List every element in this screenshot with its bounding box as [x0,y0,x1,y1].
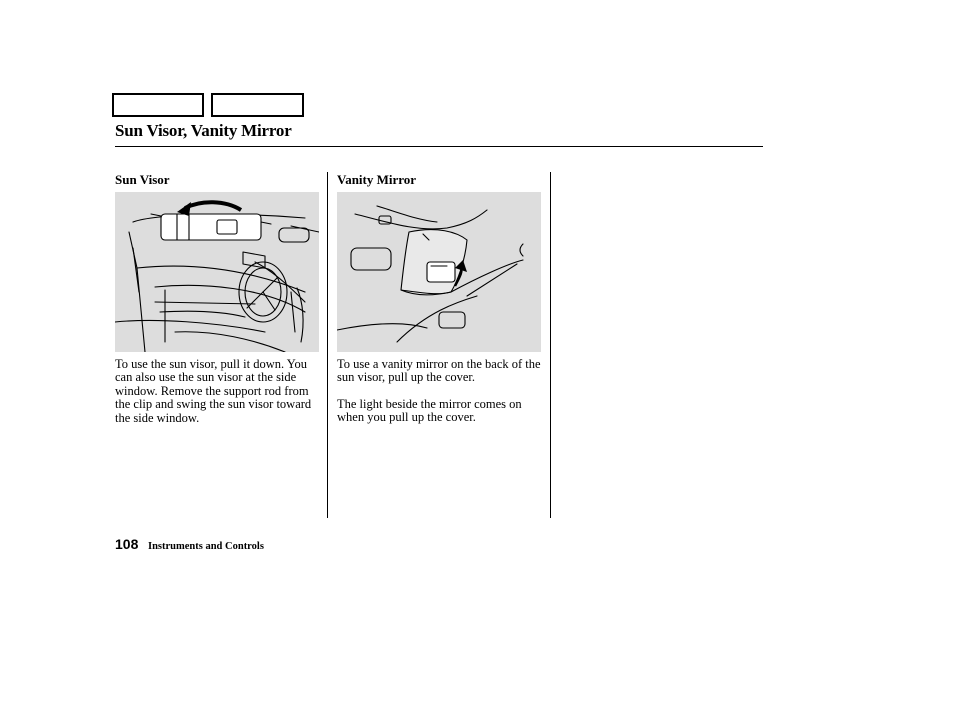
nav-tab-1[interactable] [112,93,204,117]
sun-visor-instructions: To use the sun visor, pull it down. You can also use the sun visor at the side window. Remove the support rod from the clip and swing the sun visor toward the side window. [115,357,312,425]
vanity-mirror-instructions-2: The light beside the mirror comes on when you pull up the cover. [337,397,522,425]
title-divider [115,146,763,147]
column-divider-2 [550,172,551,518]
sun-visor-heading: Sun Visor [115,172,170,187]
vanity-mirror-instructions-1: To use a vanity mirror on the back of the sun visor, pull up the cover. [337,357,541,385]
footer-section-label: Instruments and Controls [148,541,264,552]
page-title: Sun Visor, Vanity Mirror [115,121,292,140]
page-number: 108 [115,536,139,552]
vanity-mirror-heading: Vanity Mirror [337,172,417,187]
sun-visor-illustration [115,192,319,352]
nav-tab-2[interactable] [211,93,304,117]
column-divider-1 [327,172,328,518]
vanity-mirror-illustration [337,192,541,352]
